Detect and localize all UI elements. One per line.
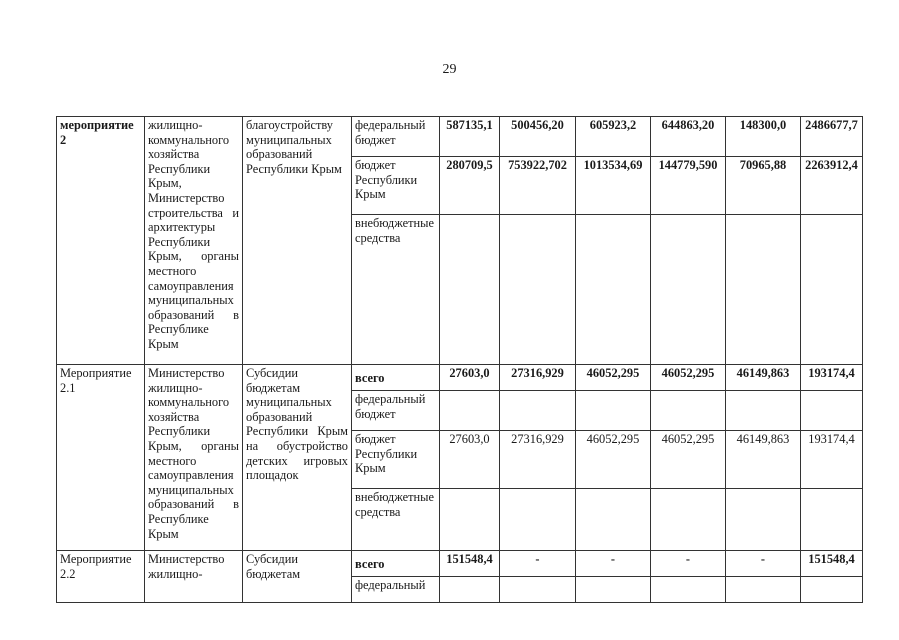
value-cell (726, 215, 801, 365)
value-cell: 46052,295 (576, 431, 651, 489)
value-cell: 1013534,69 (576, 157, 651, 215)
value-cell: 2263912,4 (801, 157, 863, 215)
value-cell (801, 391, 863, 431)
value-cell (801, 215, 863, 365)
funding-source: бюджет Республики Крым (352, 157, 440, 215)
value-cell (576, 577, 651, 603)
value-cell: 70965,88 (726, 157, 801, 215)
funding-source: всего (352, 365, 440, 391)
value-cell (500, 215, 576, 365)
purpose-cell: Субсидии бюджетам (243, 551, 352, 603)
value-cell (576, 391, 651, 431)
value-cell: 27316,929 (500, 431, 576, 489)
value-cell: - (651, 551, 726, 577)
value-cell: 46149,863 (726, 365, 801, 391)
value-cell: - (726, 551, 801, 577)
value-cell: 500456,20 (500, 117, 576, 157)
value-cell (726, 489, 801, 551)
value-cell: 193174,4 (801, 365, 863, 391)
value-cell: 148300,0 (726, 117, 801, 157)
budget-table (56, 116, 863, 603)
value-cell (726, 577, 801, 603)
value-cell (500, 391, 576, 431)
funding-source: федеральный бюджет (352, 117, 440, 157)
value-cell: 46052,295 (576, 365, 651, 391)
value-cell (576, 489, 651, 551)
executor-cell: Министерство жилищно- (145, 551, 243, 603)
measure-name: мероприятие 2 (57, 117, 145, 365)
value-cell (801, 577, 863, 603)
table-row (57, 117, 863, 157)
executor-cell: жилищно-коммунального хозяйства Республики Крым, Министерство строительства и архитектуры Республики Крым, органы местного самоуправления муниципальных образований в Республике Крым (145, 117, 243, 365)
value-cell: 27603,0 (440, 431, 500, 489)
value-cell (651, 215, 726, 365)
value-cell: 193174,4 (801, 431, 863, 489)
funding-source: внебюджетные средства (352, 489, 440, 551)
value-cell (500, 489, 576, 551)
value-cell: - (500, 551, 576, 577)
value-cell: 587135,1 (440, 117, 500, 157)
funding-source: федеральный (352, 577, 440, 603)
value-cell: - (576, 551, 651, 577)
value-cell (801, 489, 863, 551)
value-cell: 151548,4 (440, 551, 500, 577)
value-cell: 151548,4 (801, 551, 863, 577)
purpose-cell: Субсидии бюджетам муниципальных образований Республики Крым на обустройство детских игровых площадок (243, 365, 352, 551)
purpose-cell: благоустройству муниципальных образований Республики Крым (243, 117, 352, 365)
measure-name: Мероприятие 2.1 (57, 365, 145, 551)
value-cell (576, 215, 651, 365)
value-cell: 2486677,7 (801, 117, 863, 157)
value-cell: 27603,0 (440, 365, 500, 391)
value-cell: 46052,295 (651, 431, 726, 489)
table-row (57, 365, 863, 391)
value-cell (651, 391, 726, 431)
measure-name: Мероприятие 2.2 (57, 551, 145, 603)
executor-cell: Министерство жилищно-коммунального хозяйства Республики Крым, органы местного самоуправления муниципальных образований в Республике Крым (145, 365, 243, 551)
value-cell: 27316,929 (500, 365, 576, 391)
table-row (57, 551, 863, 577)
page-number: 29 (442, 62, 457, 77)
value-cell (500, 577, 576, 603)
value-cell: 46052,295 (651, 365, 726, 391)
value-cell (726, 391, 801, 431)
value-cell (651, 489, 726, 551)
funding-source: внебюджетные средства (352, 215, 440, 365)
value-cell: 605923,2 (576, 117, 651, 157)
value-cell (440, 489, 500, 551)
value-cell (440, 577, 500, 603)
funding-source: бюджет Республики Крым (352, 431, 440, 489)
value-cell: 753922,702 (500, 157, 576, 215)
value-cell: 144779,590 (651, 157, 726, 215)
value-cell: 644863,20 (651, 117, 726, 157)
value-cell (440, 391, 500, 431)
value-cell: 46149,863 (726, 431, 801, 489)
value-cell (651, 577, 726, 603)
value-cell (440, 215, 500, 365)
funding-source: федеральный бюджет (352, 391, 440, 431)
funding-source: всего (352, 551, 440, 577)
value-cell: 280709,5 (440, 157, 500, 215)
